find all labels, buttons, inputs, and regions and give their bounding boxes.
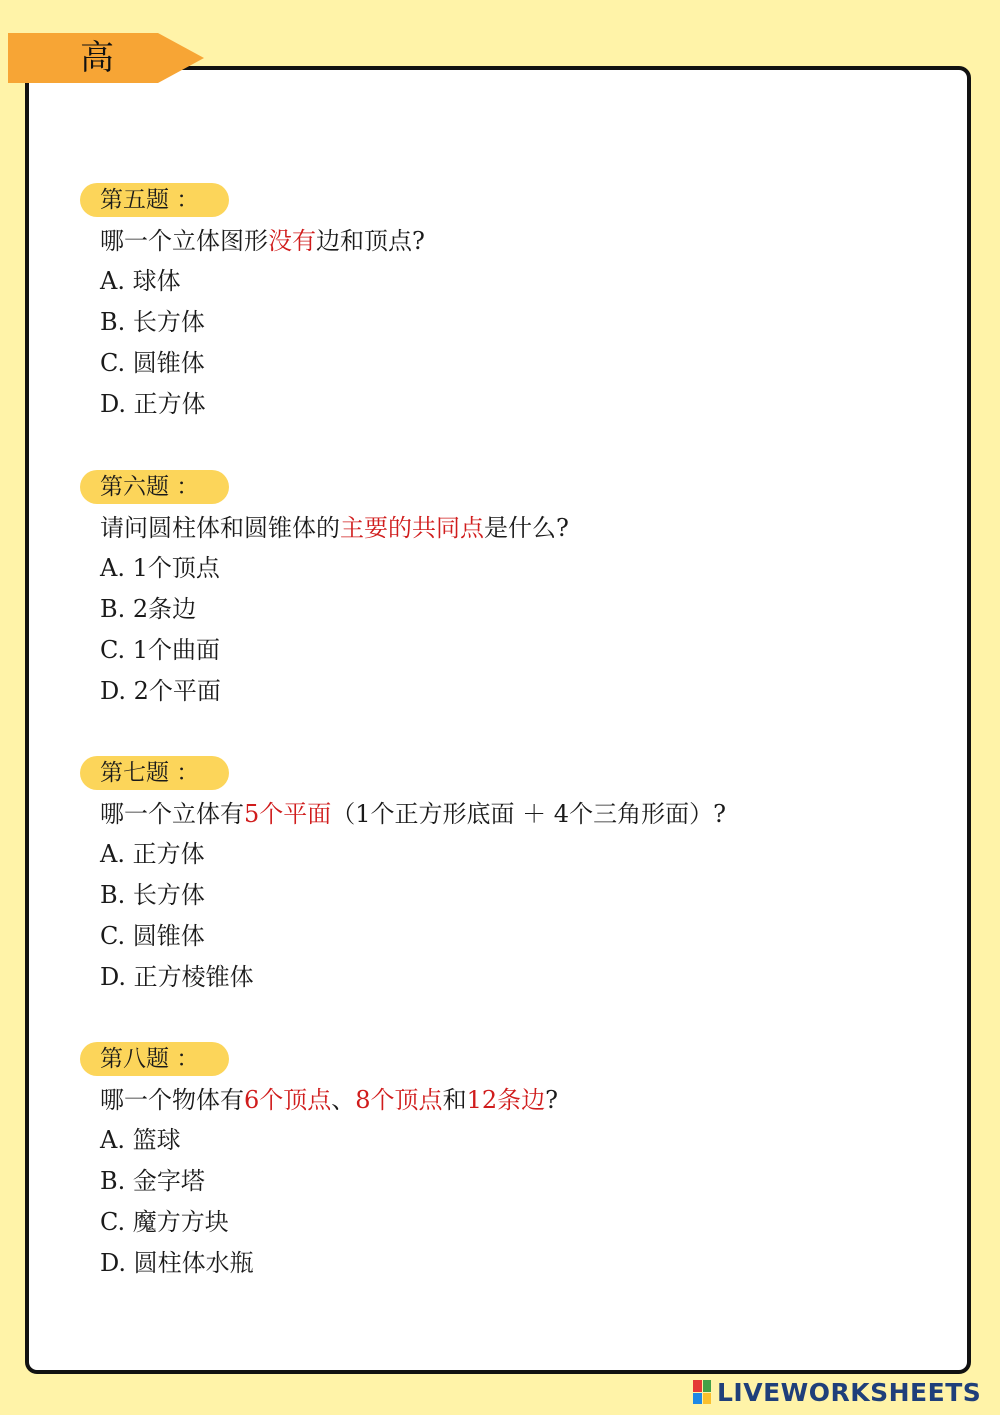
option-c[interactable]: C. 圆锥体: [100, 349, 205, 377]
option-a[interactable]: A. 篮球: [100, 1126, 181, 1154]
question-stem: [100, 794, 940, 834]
question-stem: [100, 1080, 940, 1120]
option-c[interactable]: C. 1个曲面: [100, 636, 221, 664]
stem-text: （1个正方形底面 ＋ 4个三角形面）?: [331, 800, 726, 828]
question-8: [80, 1042, 940, 1284]
stem-text: 哪一个物体有: [100, 1086, 244, 1114]
option-b[interactable]: B. 长方体: [100, 881, 205, 909]
stem-text: 、: [331, 1086, 356, 1114]
question-5: [80, 183, 940, 425]
option-d[interactable]: D. 圆柱体水瓶: [100, 1249, 254, 1277]
option-b[interactable]: B. 金字塔: [100, 1167, 205, 1195]
option-d[interactable]: D. 正方棱锥体: [100, 963, 254, 991]
option-c[interactable]: C. 魔方方块: [100, 1208, 229, 1236]
level-label: 高: [80, 38, 114, 78]
stem-text: 和: [442, 1086, 467, 1114]
question-label: 第七题 ：: [80, 756, 229, 790]
stem-highlight: 6个顶点: [244, 1086, 332, 1114]
stem-highlight: 5个平面: [244, 800, 332, 828]
stem-text: 边和顶点?: [316, 227, 425, 255]
question-label: 第六题 ：: [80, 470, 229, 504]
stem-text: 是什么?: [484, 514, 569, 542]
stem-highlight: 8个顶点: [355, 1086, 443, 1114]
option-d[interactable]: D. 正方体: [100, 390, 206, 418]
question-label: 第五题 ：: [80, 183, 229, 217]
option-a[interactable]: A. 球体: [100, 267, 181, 295]
option-a[interactable]: A. 1个顶点: [100, 554, 220, 582]
stem-text: 哪一个立体有: [100, 800, 244, 828]
option-b[interactable]: B. 长方体: [100, 308, 205, 336]
option-a[interactable]: A. 正方体: [100, 840, 205, 868]
stem-text: ?: [545, 1086, 558, 1114]
option-c[interactable]: C. 圆锥体: [100, 922, 205, 950]
question-6: [80, 470, 940, 712]
stem-text: 请问圆柱体和圆锥体的: [100, 514, 340, 542]
question-stem: [100, 508, 940, 548]
option-b[interactable]: B. 2条边: [100, 595, 197, 623]
question-7: [80, 756, 940, 998]
liveworksheets-logo: [693, 1376, 981, 1408]
option-d[interactable]: D. 2个平面: [100, 677, 221, 705]
stem-highlight: 12条边: [466, 1086, 546, 1114]
question-stem: [100, 221, 940, 261]
question-label: 第八题 ：: [80, 1042, 229, 1076]
logo-text: LIVEWORKSHEETS: [717, 1377, 982, 1407]
stem-highlight: 主要的共同点: [340, 514, 484, 542]
stem-highlight: 没有: [268, 227, 316, 255]
stem-text: 哪一个立体图形: [100, 227, 268, 255]
liveworksheets-logo-icon: [693, 1380, 711, 1404]
